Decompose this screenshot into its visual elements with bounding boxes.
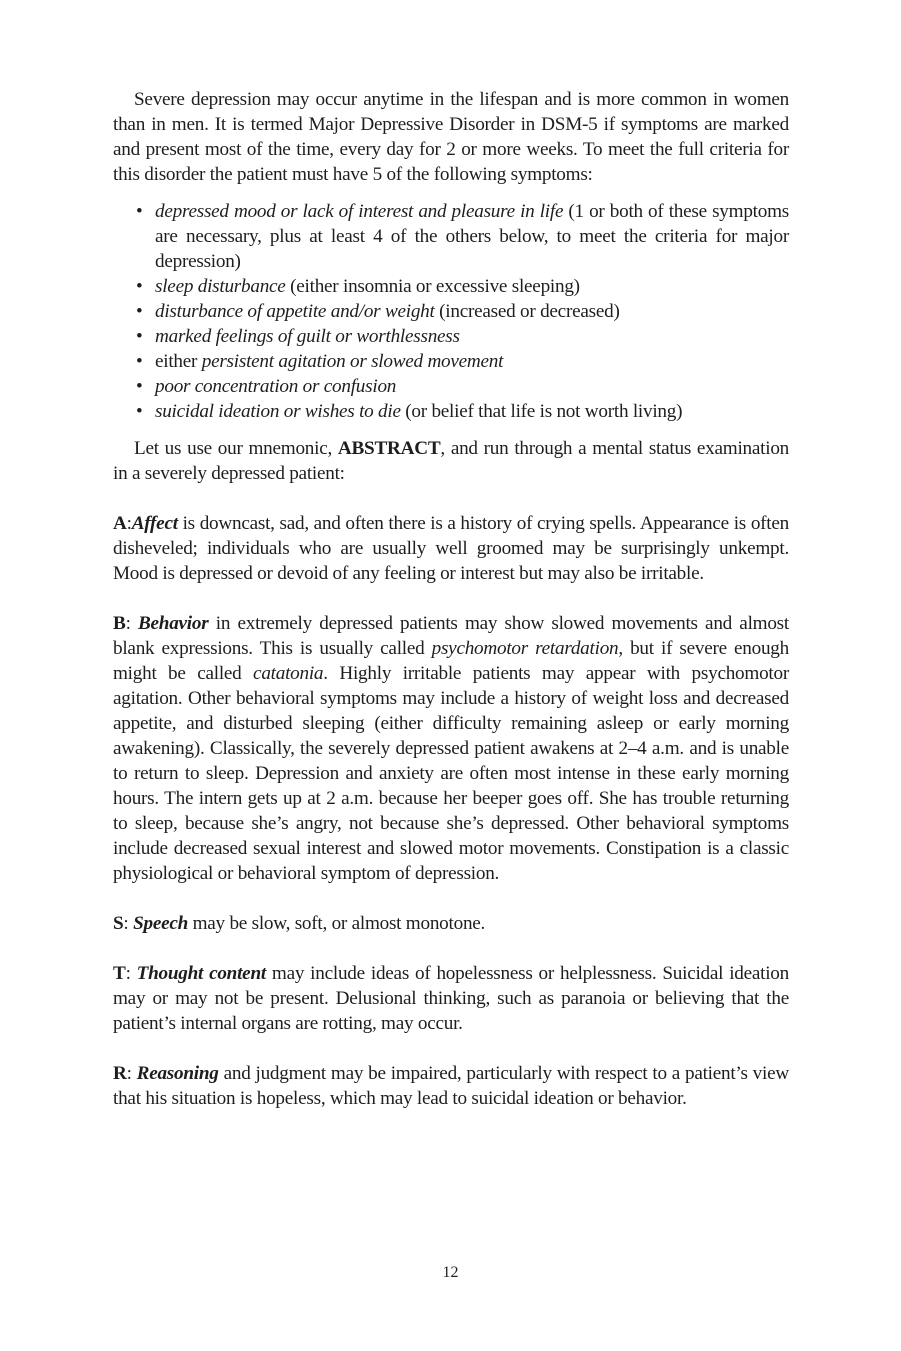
section-affect: A:Affect is downcast, sad, and often there is a history of crying spells. Appearance is often disheveled; individuals who are usually well groomed may be surprisingly unkempt. Mood is depressed or devoid of any feeling or interest but may also be irritable. [113, 513, 789, 584]
section-speech: S: Speech may be slow, soft, or almost monotone. [113, 913, 486, 934]
spacer [113, 586, 789, 611]
section-letter: T [113, 963, 126, 984]
symptom-item [136, 324, 789, 349]
symptom-term: persistent agitation or slowed movement [201, 351, 504, 372]
bullet-icon: • [136, 351, 143, 372]
symptom-term: depressed mood or lack of interest and pleasure in life [155, 201, 564, 222]
bullet-icon: • [136, 376, 143, 397]
section-term: Reasoning [136, 1063, 219, 1084]
symptom-item: • either persistent agitation or slowed movement [136, 351, 504, 372]
bullet-icon: • [136, 201, 143, 222]
symptom-term: disturbance of appetite and/or weight [155, 301, 435, 322]
bullet-icon: • [136, 326, 143, 347]
spacer [113, 486, 789, 511]
section-reasoning: R: Reasoning and judgment may be impaired, particularly with respect to a patient’s view that his situation is hopeless, which may lead to suicidal ideation or behavior. [113, 1063, 789, 1109]
page-body [113, 87, 789, 1111]
section-letter: B [113, 613, 126, 634]
symptom-item: • depressed mood or lack of interest and pleasure in life (1 or both of these symptoms are necessary, plus at least 4 of the others below, to meet the criteria for major depression) [136, 201, 789, 272]
emphasis-term: catatonia [253, 663, 324, 684]
section-thought-content: T: Thought content may include ideas of hopelessness or helplessness. Suicidal ideation may or may not be present. Delusional thinking, such as paranoia or believing that the patient’s internal organs are rotting, may occur. [113, 963, 789, 1034]
symptom-term: marked feelings of guilt or worthlessness [155, 326, 460, 347]
mnemonic-intro-paragraph: Let us use our mnemonic, ABSTRACT, and run through a mental status examination in a severely depressed patient: [113, 438, 790, 484]
symptom-item: • suicidal ideation or wishes to die (or belief that life is not worth living) [136, 401, 683, 422]
symptom-item: • disturbance of appetite and/or weight (increased or decreased) [136, 301, 620, 322]
symptom-term: suicidal ideation or wishes to die [155, 401, 401, 422]
section-term: Thought content [136, 963, 266, 984]
mnemonic-term: ABSTRACT [337, 438, 441, 459]
page-number: 12 [442, 1264, 459, 1281]
symptom-item [136, 374, 789, 399]
symptom-term: sleep disturbance [155, 276, 286, 297]
spacer [113, 886, 789, 911]
section-behavior: B: Behavior in extremely depressed patients may show slowed movements and almost blank expressions. This is usually called psychomotor retardation, but if severe enough might be called catatonia. Highly irritable patients may appear with psychomotor agitation. Other behavioral symptoms may include a history of weight loss and decreased appetite, and disturbed sleeping (either difficulty remaining asleep or early morning awakening). Classically, the severely depressed patient awakens at 2–4 a.m. and is unable to return to sleep. Depression and anxiety are often most intense in these early morning hours. The intern gets up at 2 a.m. because her beeper goes off. She has trouble returning to sleep, because she’s angry, not because she’s depressed. Other behavioral symptoms include decreased sexual interest and slowed motor movements. Constipation is a classic physiological or behavioral symptom of depression. [113, 613, 789, 884]
section-letter: S [113, 913, 124, 934]
section-letter: R [113, 1063, 127, 1084]
section-term: Affect [131, 513, 178, 534]
section-letter: A [113, 513, 127, 534]
bullet-icon: • [136, 276, 143, 297]
intro-paragraph: Severe depression may occur anytime in the lifespan and is more common in women than in men. It is termed Major Depressive Disorder in DSM-5 if symptoms are marked and present most of the time, every day for 2 or more weeks. To meet the full criteria for this disorder the patient must have 5 of the following symptoms: [113, 89, 789, 185]
spacer [113, 1036, 789, 1061]
section-term: Speech [133, 913, 189, 934]
section-term: Behavior [137, 613, 209, 634]
emphasis-term: psychomotor retardation [431, 638, 619, 659]
bullet-icon: • [136, 301, 143, 322]
spacer [113, 936, 789, 961]
symptom-list [113, 199, 789, 424]
bullet-icon: • [136, 401, 143, 422]
symptom-item: • sleep disturbance (either insomnia or excessive sleeping) [136, 276, 580, 297]
symptom-term: poor concentration or confusion [155, 376, 397, 397]
